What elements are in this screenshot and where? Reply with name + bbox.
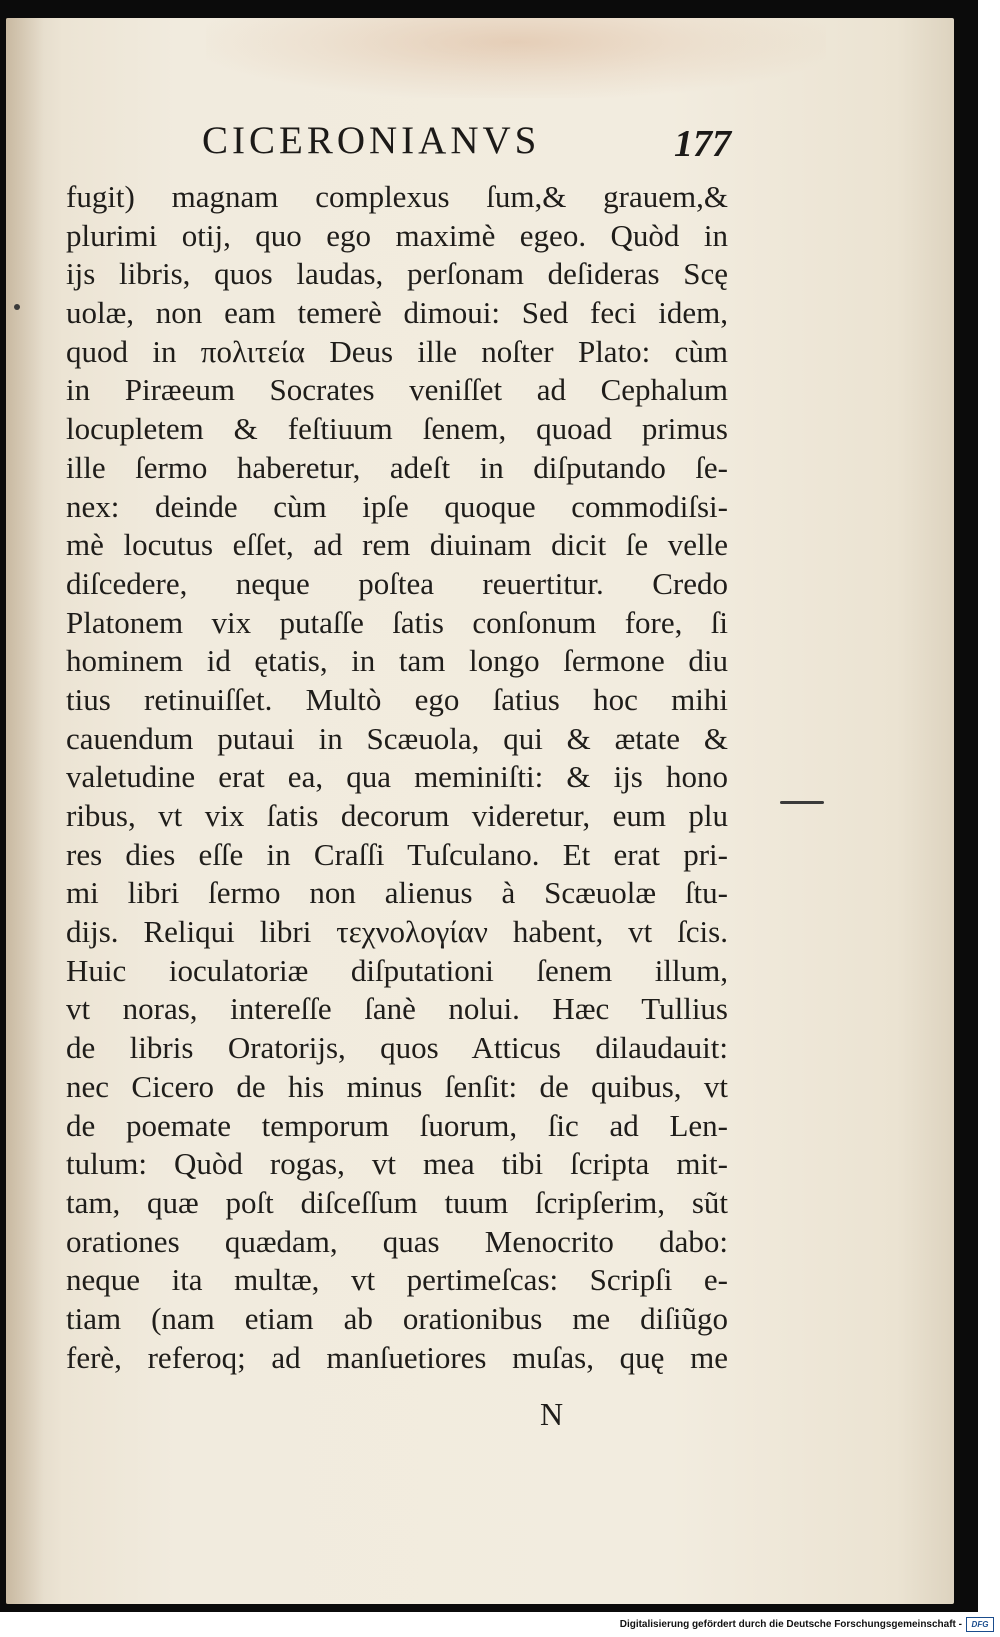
text-line: locupletem & feſtiuum ſenem, quoad primus (66, 411, 728, 447)
text-line: mi libri ſermo non alienus à Scæuolæ ſtu- (66, 875, 728, 911)
text-line: nex: deinde cùm ipſe quoque commodiſsi- (66, 488, 728, 524)
body-text (66, 178, 728, 1377)
dfg-logo: DFG (966, 1617, 994, 1632)
text-line: mè locutus eſſet, ad rem diuinam dicit ſe velle (66, 527, 728, 563)
footer-text: Digitalisierung gefördert durch die Deutsche Forschungsgemeinschaft - (619, 1619, 962, 1630)
text-line: uolæ, non eam temerè dimoui: Sed feci idem, (66, 295, 728, 331)
page-stain (206, 18, 826, 98)
digitization-footer (620, 1617, 994, 1632)
text-line: neque ita multæ, vt pertimeſcas: Scripſi e- (66, 1262, 728, 1298)
text-line: de poemate temporum ſuorum, ſic ad Len- (66, 1107, 728, 1143)
text-line: cauendum putaui in Scæuola, qui & ætate & (66, 720, 728, 756)
text-line: tam, quæ poſt diſceſſum tuum ſcripſerim, sũt (66, 1184, 728, 1220)
text-line: nec Cicero de his minus ſenſit: de quibus, vt (66, 1068, 728, 1104)
text-line: diſcedere, neque poſtea reuertitur. Credo (66, 565, 728, 601)
text-line: plurimi otij, quo ego maximè egeo. Quòd in (66, 217, 728, 253)
text-line: Huic ioculatoriæ diſputationi ſenem illum, (66, 952, 728, 988)
running-head: CICERONIANVS (202, 119, 541, 162)
text-line: tius retinuiſſet. Multò ego ſatius hoc mihi (66, 681, 728, 717)
margin-rule (780, 801, 824, 804)
text-line: de libris Oratorijs, quos Atticus dilaudauit: (66, 1030, 728, 1066)
text-line: tulum: Quòd rogas, vt mea tibi ſcripta mit- (66, 1146, 728, 1182)
margin-dot (14, 304, 20, 310)
text-line: res dies eſſe in Craſſi Tuſculano. Et erat pri- (66, 836, 728, 872)
text-line: vt noras, intereſſe ſanè nolui. Hæc Tullius (66, 991, 728, 1027)
text-line: quod in πολιτεία Deus ille noſter Plato: cùm (66, 333, 728, 369)
text-line: orationes quædam, quas Menocrito dabo: (66, 1223, 728, 1259)
book-page (6, 18, 954, 1604)
gutter-shadow (6, 18, 44, 1604)
text-line: valetudine erat ea, qua meminiſti: & ijs hono (66, 759, 728, 795)
text-line: ijs libris, quos laudas, perſonam deſideras Scę (66, 256, 728, 292)
text-line: in Piræeum Socrates veniſſet ad Cephalum (66, 372, 728, 408)
text-line: Platonem vix putaſſe ſatis conſonum fore, ſi (66, 604, 728, 640)
page-number: 177 (674, 123, 731, 165)
signature-mark: N (540, 1396, 564, 1432)
text-line: fugit) magnam complexus ſum,& grauem,& (66, 179, 728, 214)
text-line: ferè, referoq; ad manſuetiores muſas, quę me (66, 1339, 728, 1375)
text-line: hominem id ętatis, in tam longo ſermone diu (66, 643, 728, 679)
text-line: dijs. Reliqui libri τεχνολογίαν habent, vt ſcis. (66, 914, 728, 950)
text-line: tiam (nam etiam ab orationibus me diſiũgo (66, 1300, 728, 1336)
text-line: ille ſermo haberetur, adeſt in diſputando ſe- (66, 449, 728, 485)
text-line: ribus, vt vix ſatis decorum videretur, eum plu (66, 798, 728, 833)
